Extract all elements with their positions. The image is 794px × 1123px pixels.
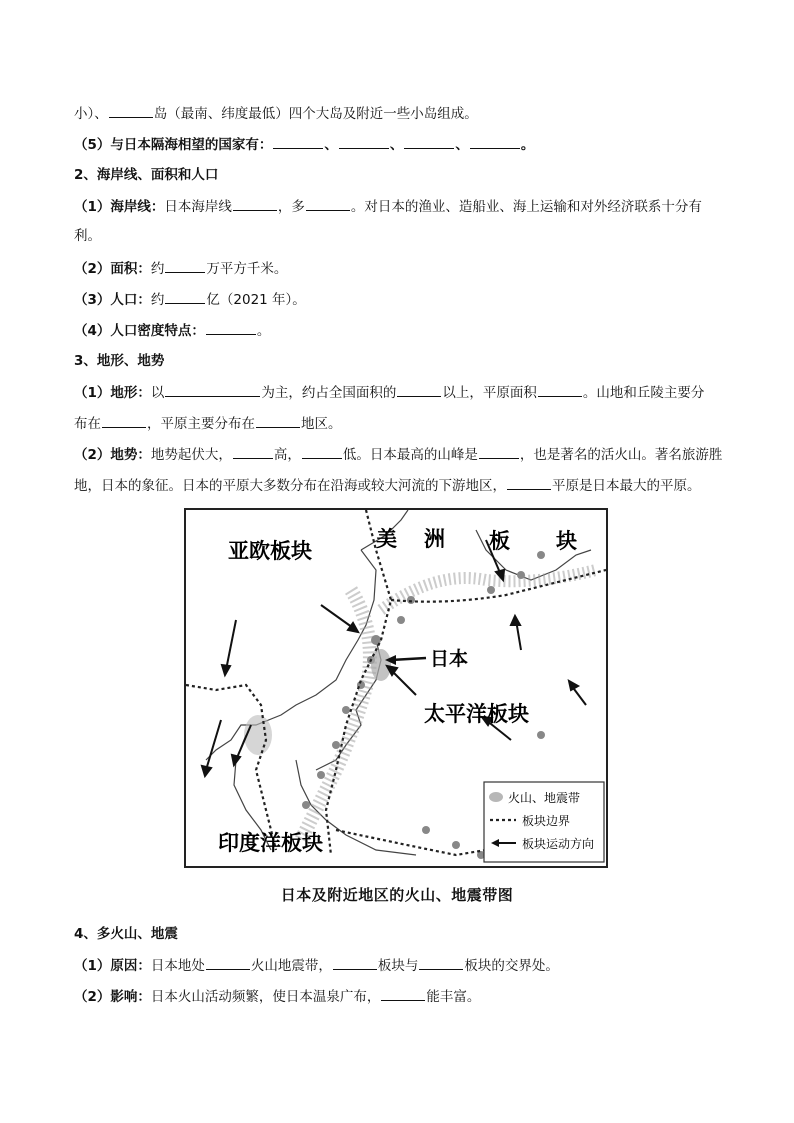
fill-blank[interactable] [507,475,551,490]
volcano-dot [452,841,460,849]
volcano-dot [537,731,545,739]
fill-blank[interactable] [256,413,300,428]
text: 火山地震带， [250,958,332,974]
separator: 、 [324,137,338,153]
label-american-plate-4: 块 [556,529,577,553]
text: 能丰富。 [426,989,481,1005]
text: 岛（最南、纬度最低）四个大岛及附近一些小岛组成。 [153,106,478,122]
text: 平原是日本最大的平原。 [552,478,701,494]
text: 小）、 [74,106,108,122]
fill-blank[interactable] [233,196,277,211]
philippines-highlight [244,715,272,755]
legend-boundary-label: 板块边界 [522,814,571,828]
volcano-dot [332,741,340,749]
line-7 [74,382,734,403]
plate-map-svg [186,510,606,866]
label-pacific-plate: 太平洋板块 [424,702,529,726]
item-label: （1）地形： [74,385,151,401]
fill-blank[interactable] [306,196,350,211]
line-3 [74,196,734,217]
text: 以 [150,385,165,401]
volcano-dot [422,826,430,834]
plate-map-figure [184,508,608,868]
text: 。 [256,323,271,339]
legend-volcano-swatch [489,792,503,802]
text: 地，日本的象征。日本的平原大多数分布在沿海或较大河流的下游地区， [74,478,506,494]
line-12 [74,986,734,1007]
item-label: （2）地势： [74,447,151,463]
label-american-plate-2: 洲 [424,527,445,551]
separator: 、 [455,137,469,153]
fill-blank[interactable] [419,955,463,970]
fill-blank[interactable] [109,103,153,118]
line-1 [74,103,734,124]
legend-volcano-label: 火山、地震带 [508,791,581,805]
fill-blank[interactable] [206,320,256,335]
fill-blank[interactable] [397,382,441,397]
map-legend [484,782,604,862]
fill-blank[interactable] [165,258,205,273]
text: 日本海岸线 [164,199,232,215]
volcano-dot [317,771,325,779]
line-4 [74,258,734,279]
volcano-dot [407,596,415,604]
label-american-plate-1: 美 [376,527,397,551]
text: 为主，约占全国面积的 [261,385,397,401]
text: 地区。 [301,416,342,432]
fill-blank[interactable] [404,134,454,149]
text: ，平原主要分布在 [147,416,255,432]
text: 低。日本最高的山峰是 [342,447,478,463]
section-heading-3: 3、地形、地势 [74,353,165,369]
fill-blank[interactable] [479,444,519,459]
japan-pointer [391,658,426,660]
fill-blank[interactable] [339,134,389,149]
fill-blank[interactable] [102,413,146,428]
volcano-dot [302,801,310,809]
text: 板块与 [377,958,419,974]
fill-blank[interactable] [538,382,582,397]
fill-blank[interactable] [165,382,260,397]
text: 约 [150,292,165,308]
item-label: （2）影响： [74,989,151,1005]
text: ，多 [277,199,305,215]
item-label: （2）面积： [74,261,151,277]
map-caption: 日本及附近地区的火山、地震带图 [280,886,514,904]
label-indian-plate: 印度洋板块 [218,831,323,855]
line-3b: 利。 [74,228,101,244]
fill-blank[interactable] [206,955,250,970]
line-5 [74,289,734,310]
legend-direction-label: 板块运动方向 [522,837,595,851]
line-11 [74,955,734,976]
text: 日本火山活动频繁，使日本温泉广布， [150,989,381,1005]
item-label: （1）海岸线： [74,199,165,215]
volcano-dot [342,706,350,714]
item-label: （1）原因： [74,958,151,974]
text: 。山地和丘陵主要分 [582,385,705,401]
fill-blank[interactable] [233,444,273,459]
separator: 、 [389,137,404,153]
text: ，也是著名的活火山。著名旅游胜 [519,447,723,463]
fill-blank[interactable] [333,955,377,970]
separator: 。 [520,137,535,153]
line-8 [74,413,734,434]
text: 万平方千米。 [206,261,288,277]
text: 。对日本的渔业、造船业、海上运输和对外经济联系十分有 [350,199,702,215]
text: 地势起伏大， [150,447,232,463]
text: 板块的交界处。 [464,958,559,974]
section-heading-2: 2、海岸线、面积和人口 [74,167,219,183]
volcano-dot [517,571,525,579]
label-eurasian-plate: 亚欧板块 [228,539,312,563]
text: 亿（2021 年）。 [206,292,306,308]
fill-blank[interactable] [165,289,205,304]
volcano-dot [397,616,405,624]
line-6 [74,320,734,341]
fill-blank[interactable] [470,134,520,149]
fill-blank[interactable] [273,134,323,149]
fill-blank[interactable] [381,986,425,1001]
label-japan: 日本 [430,648,469,670]
text: 高， [273,447,301,463]
line-2 [74,134,734,155]
text: 日本地处 [150,958,205,974]
line-10 [74,475,734,496]
section-heading-4: 4、多火山、地震 [74,926,178,942]
text: （5）与日本隔海相望的国家有： [74,137,273,153]
label-american-plate-3: 板 [489,529,510,553]
text: 约 [150,261,165,277]
line-9 [74,444,734,465]
text: 以上，平原面积 [442,385,537,401]
item-label: （3）人口： [74,292,151,308]
fill-blank[interactable] [302,444,342,459]
text: 布在 [74,416,101,432]
volcano-dot [537,551,545,559]
item-label: （4）人口密度特点： [74,323,205,339]
volcano-dot [487,586,495,594]
